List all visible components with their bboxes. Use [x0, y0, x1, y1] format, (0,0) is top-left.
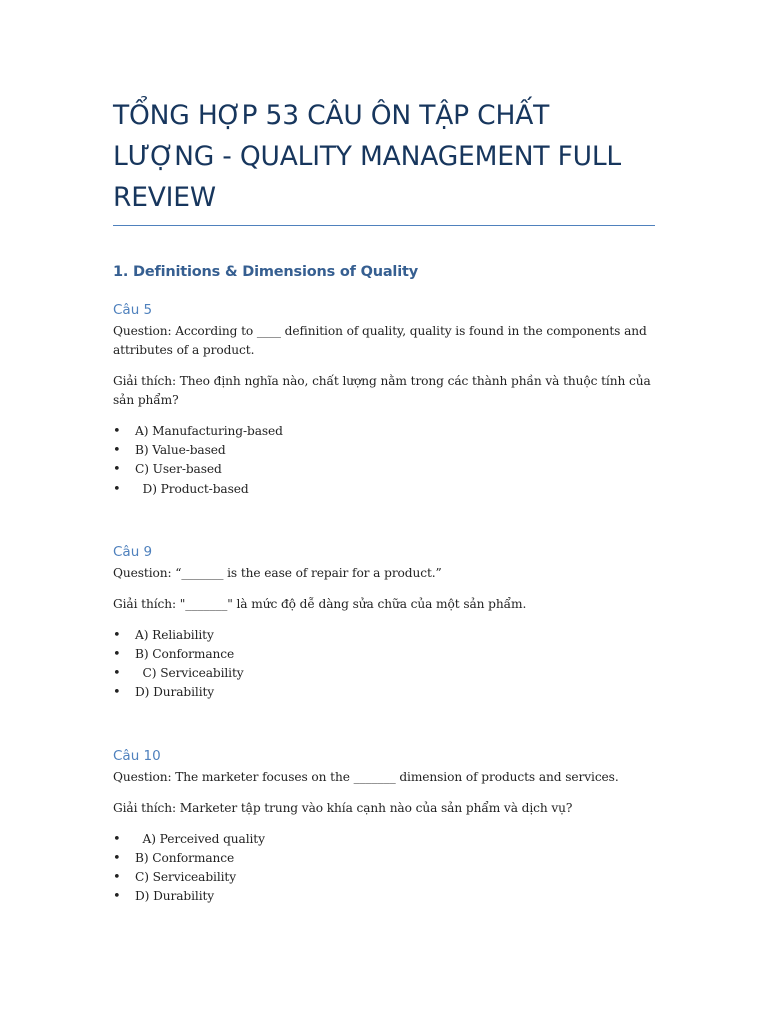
- section-heading: 1. Definitions & Dimensions of Quality: [113, 264, 418, 280]
- option-item: [113, 849, 655, 868]
- options-list: [113, 626, 655, 703]
- bullet-icon: •: [113, 850, 121, 866]
- bullet-icon: •: [113, 647, 121, 663]
- title-underline: [113, 225, 655, 226]
- option-label: C) Serviceability: [135, 666, 244, 681]
- option-item: [113, 441, 655, 460]
- option-label: A) Perceived quality: [135, 831, 265, 846]
- explanation-text: Giải thích: "_______" là mức độ dễ dàng sửa chữa của một sản phẩm.: [113, 596, 527, 611]
- option-item: [113, 422, 655, 441]
- option-label: D) Durability: [135, 889, 215, 904]
- bullet-icon: •: [113, 666, 121, 682]
- option-label: B) Conformance: [135, 647, 235, 662]
- bullet-icon: •: [113, 481, 121, 497]
- option-item: [113, 480, 655, 499]
- option-label: C) User-based: [135, 462, 222, 477]
- bullet-icon: •: [113, 627, 121, 643]
- question-block-cau-5: [113, 299, 655, 499]
- option-item: [113, 645, 655, 664]
- question-text: Question: “_______ is the ease of repair for a product.”: [113, 565, 442, 580]
- option-item: [113, 868, 655, 887]
- option-item: [113, 460, 655, 479]
- question-block-cau-9: [113, 541, 655, 703]
- question-heading: Câu 5: [113, 302, 153, 318]
- explanation-text: Giải thích: Theo định nghĩa nào, chất lượng nằm trong các thành phần và thuộc tính của sản phẩm?: [113, 374, 651, 407]
- bullet-icon: •: [113, 443, 121, 459]
- question-heading: Câu 10: [113, 747, 161, 764]
- option-label: D) Product-based: [135, 481, 249, 496]
- options-list: [113, 830, 655, 907]
- question-text: Question: The marketer focuses on the _______ dimension of products and services.: [113, 769, 619, 784]
- option-item: [113, 664, 655, 683]
- option-label: A) Manufacturing-based: [135, 424, 283, 438]
- question-heading: Câu 9: [113, 543, 153, 560]
- question-block-cau-10: [113, 745, 655, 907]
- option-label: B) Value-based: [135, 443, 226, 458]
- option-item: [113, 887, 655, 906]
- option-label: D) Durability: [135, 685, 215, 700]
- bullet-icon: •: [113, 424, 121, 439]
- option-label: B) Conformance: [135, 850, 235, 865]
- bullet-icon: •: [113, 889, 121, 905]
- option-item: [113, 830, 655, 849]
- document-page: [113, 95, 655, 948]
- option-label: A) Reliability: [135, 627, 214, 642]
- option-item: [113, 683, 655, 702]
- document-title: TỔNG HỢP 53 CÂU ÔN TẬP CHẤT LƯỢNG - QUALITY MANAGEMENT FULL REVIEW: [113, 100, 621, 213]
- question-text: Question: According to ____ definition of quality, quality is found in the components and attributes of a product.: [113, 324, 647, 357]
- bullet-icon: •: [113, 870, 121, 886]
- bullet-icon: •: [113, 462, 121, 478]
- bullet-icon: •: [113, 831, 121, 847]
- option-item: [113, 626, 655, 645]
- bullet-icon: •: [113, 685, 121, 701]
- explanation-text: Giải thích: Marketer tập trung vào khía cạnh nào của sản phẩm và dịch vụ?: [113, 800, 573, 815]
- options-list: [113, 422, 655, 499]
- option-label: C) Serviceability: [135, 870, 237, 885]
